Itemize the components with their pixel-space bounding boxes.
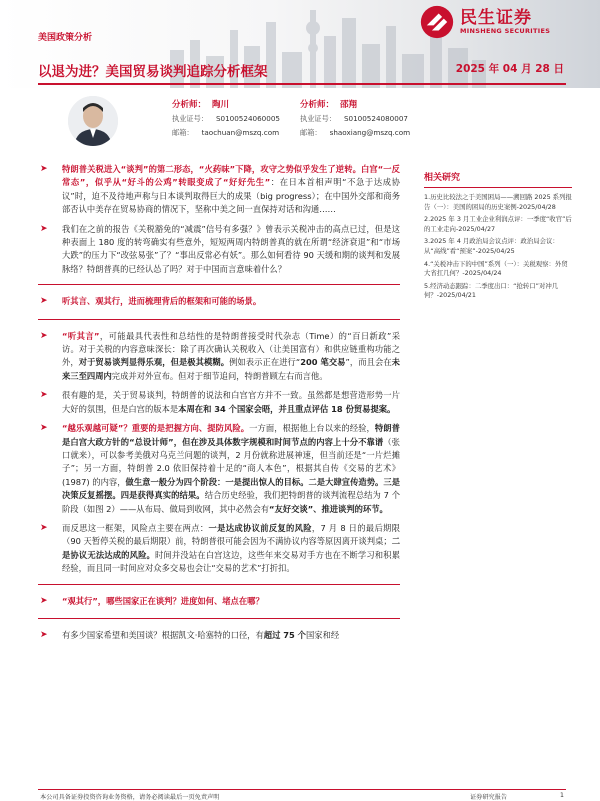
bullet-arrow-icon: ➤	[40, 164, 48, 174]
related-research-link[interactable]: 5.经济动态跟踪：二季度出口：“抢转口”对冲几何？-2025/04/21	[424, 281, 559, 300]
minsheng-logo-icon	[420, 5, 454, 39]
analyst-email-link[interactable]: shaoxiang@mszq.com	[329, 128, 411, 137]
section-divider	[38, 584, 400, 585]
section-divider	[38, 284, 400, 285]
logo-chinese-name: 民生证券	[460, 8, 532, 28]
email-label: 邮箱：	[300, 128, 322, 137]
footer-doc-type: 证券研究报告	[470, 794, 508, 801]
report-date: 2025 年 04 月 28 日	[455, 63, 564, 75]
section-heading-2: ➤ “观其行”，哪些国家正在谈判？进度如何、堵点在哪？	[38, 595, 400, 608]
summary-paragraph-2: ➤ 我们在之前的报告《关税豁免的“减震”信号有多强？》曾表示关税冲击的高点已过，但是这种表面上 180 度的转弯确实有些意外，短短两周内特朗普真的就在所谓“经济衰退”和“市场大跌”的压力下“改弦易张”了？“事出反常必有妖”。那么如何看待 90 天缓和期的谈判和发展脉络？特朗普真的已经认怂了吗？对于中国而言意味着什么？	[40, 223, 400, 274]
company-logo	[420, 2, 580, 42]
main-content	[38, 163, 400, 648]
analyst-name: 邵翔	[340, 100, 358, 110]
bullet-arrow-icon: ➤	[40, 330, 48, 341]
analyst-role: 分析师：	[300, 100, 335, 110]
license-number: S0100524080007	[343, 114, 408, 123]
related-research-link[interactable]: 2.2025 年 3 月工业企业利润点评：一季度“收官”后的工业走向-2025/04/27	[424, 215, 572, 233]
bullet-arrow-icon: ➤	[40, 296, 48, 307]
bullet-arrow-icon: ➤	[40, 223, 48, 234]
section-tag: 美国政策分析	[38, 33, 93, 43]
page-number: 1	[560, 792, 564, 799]
analyst-name: 陶川	[212, 100, 230, 110]
sidebar-title: 相关研究	[424, 170, 572, 188]
section-divider	[38, 319, 400, 320]
bullet-arrow-icon: ➤	[40, 423, 48, 434]
bullet-arrow-icon: ➤	[40, 390, 48, 401]
body-paragraph-whitehouse: ➤ 很有趣的是，关于贸易谈判，特朗普的说法和白宫官方并不一致。虽然都是想营造形势一片大好的氛围，但是白宫的版本是本周在和 34 个国家会晤，并且重点评估 18 份贸易提案。	[40, 390, 400, 414]
analyst-role: 分析师：	[172, 100, 207, 110]
section-divider	[38, 618, 400, 619]
bullet-arrow-icon: ➤	[40, 522, 48, 533]
analyst-card-1	[172, 98, 280, 140]
license-label: 执业证号：	[172, 114, 208, 123]
related-research-link[interactable]: 1.历史比较法之于美国困局——溯回路 2025 系列报告（一）：美国的困局的历史案例-2025/04/28	[424, 193, 572, 211]
body-paragraph-risks: ➤ 而反思这一框架，风险点主要在两点：一是达成协议前反复的风险，7 月 8 日的最后期限（90 天暂停关税的最后期限）前，特朗普很可能会因为不满协议内容等原因离开谈判桌；二是协议无法达成的风险。时间并没站在白宫这边，这些年来交易对手方也在不断学习和积累经验，而且同一时间应对众多交易也会让“交易的艺术”打折扣。	[40, 522, 400, 574]
section-heading-1: ➤ 听其言、观其行，进而梳理背后的框架和可能的场景。	[38, 295, 400, 308]
body-paragraph-listen: ➤ “听其言”，可能最具代表性和总结性的是特朗普接受时代杂志（Time）的“百日新政”采访。对于关税的内容意味深长：除了再次确认关税收入（让美国富有）和供应链重构功能之外，对于贸易谈判显得乐观，但是极其模糊。例如表示正在进行“200 笔交易”，而且会在未来三至四周内完成并对外宣布。但对于细节追问，特朗普顾左右而言他。	[40, 330, 401, 381]
related-research-link[interactable]: 3.2025 年 4 月政治局会议点评：政治局会议：从“高线”看“预案”-2025/04/25	[424, 237, 559, 255]
logo-english-name: MINSHENG SECURITIES	[460, 27, 551, 35]
footer-disclaimer: 本公司具备证券投资咨询业务资格，请务必阅读最后一页免责声明	[40, 794, 220, 801]
body-paragraph-countries: ➤ 有多少国家希望和美国谈？根据凯文·哈塞特的口径，有超过 75 个国家和经	[38, 629, 400, 642]
footer-divider	[38, 789, 566, 790]
bullet-arrow-icon: ➤	[40, 595, 48, 606]
email-label: 邮箱：	[172, 128, 194, 137]
body-paragraph-optimism: ➤ “越乐观越可疑”？重要的是把握方向、提防风险。一方面，根据他上台以来的经验，特朗普是白宫大政方针的“总设计师”，但在涉及具体数字规模和时间节点的内容上十分不靠谱（张口就来），可以参考美俄对乌克兰问题的谈判，2 月份就称进展神速，但当前还是“一片烂摊子”；另一方面，特朗普 2.0 依旧保持着十足的“商人本色”，根据其自传《交易的艺术》(1987) 的内容，做生意一般分为四个阶段：一是提出惊人的目标。二是大肆宣传造势。三是决策反复摇摆。四是获得真实的结果。结合历史经验，我们把特朗普的谈判流程总结为 7 个阶段（如图 2）——从布局、做局到收网，其中必然会有“友好交谈”、推进谈判的环节。	[40, 423, 400, 514]
related-research-sidebar	[424, 170, 572, 304]
header-divider	[38, 83, 566, 85]
report-title: 以退为进？美国贸易谈判追踪分析框架	[38, 64, 268, 80]
analyst-card-2	[300, 98, 410, 140]
analyst-avatar	[68, 96, 118, 146]
summary-paragraph-1: ➤ 特朗普关税进入“谈判”的第二形态，“火药味”下降，攻守之势似乎发生了逆转。白宫“一反常态”，似乎从“好斗的公鸡”转眼变成了“好好先生”：在日本首相声明“不急于达成协议”时，迫不及待地声称与日本谈判取得巨大的成果（big progress）；在中国外交部和商务部否认中美存在贸易协商的情况下，坚称中美之间一直保持对话和沟通……	[40, 164, 400, 215]
analyst-email-link[interactable]: taochuan@mszq.com	[201, 128, 280, 137]
related-research-link[interactable]: 4.“关税冲击下的中国”系列（一）：关税观察：外贸大省扛几何？-2025/04/24	[424, 259, 568, 278]
license-label: 执业证号：	[300, 114, 336, 123]
license-number: S0100524060005	[215, 114, 280, 123]
bullet-arrow-icon: ➤	[40, 629, 48, 640]
